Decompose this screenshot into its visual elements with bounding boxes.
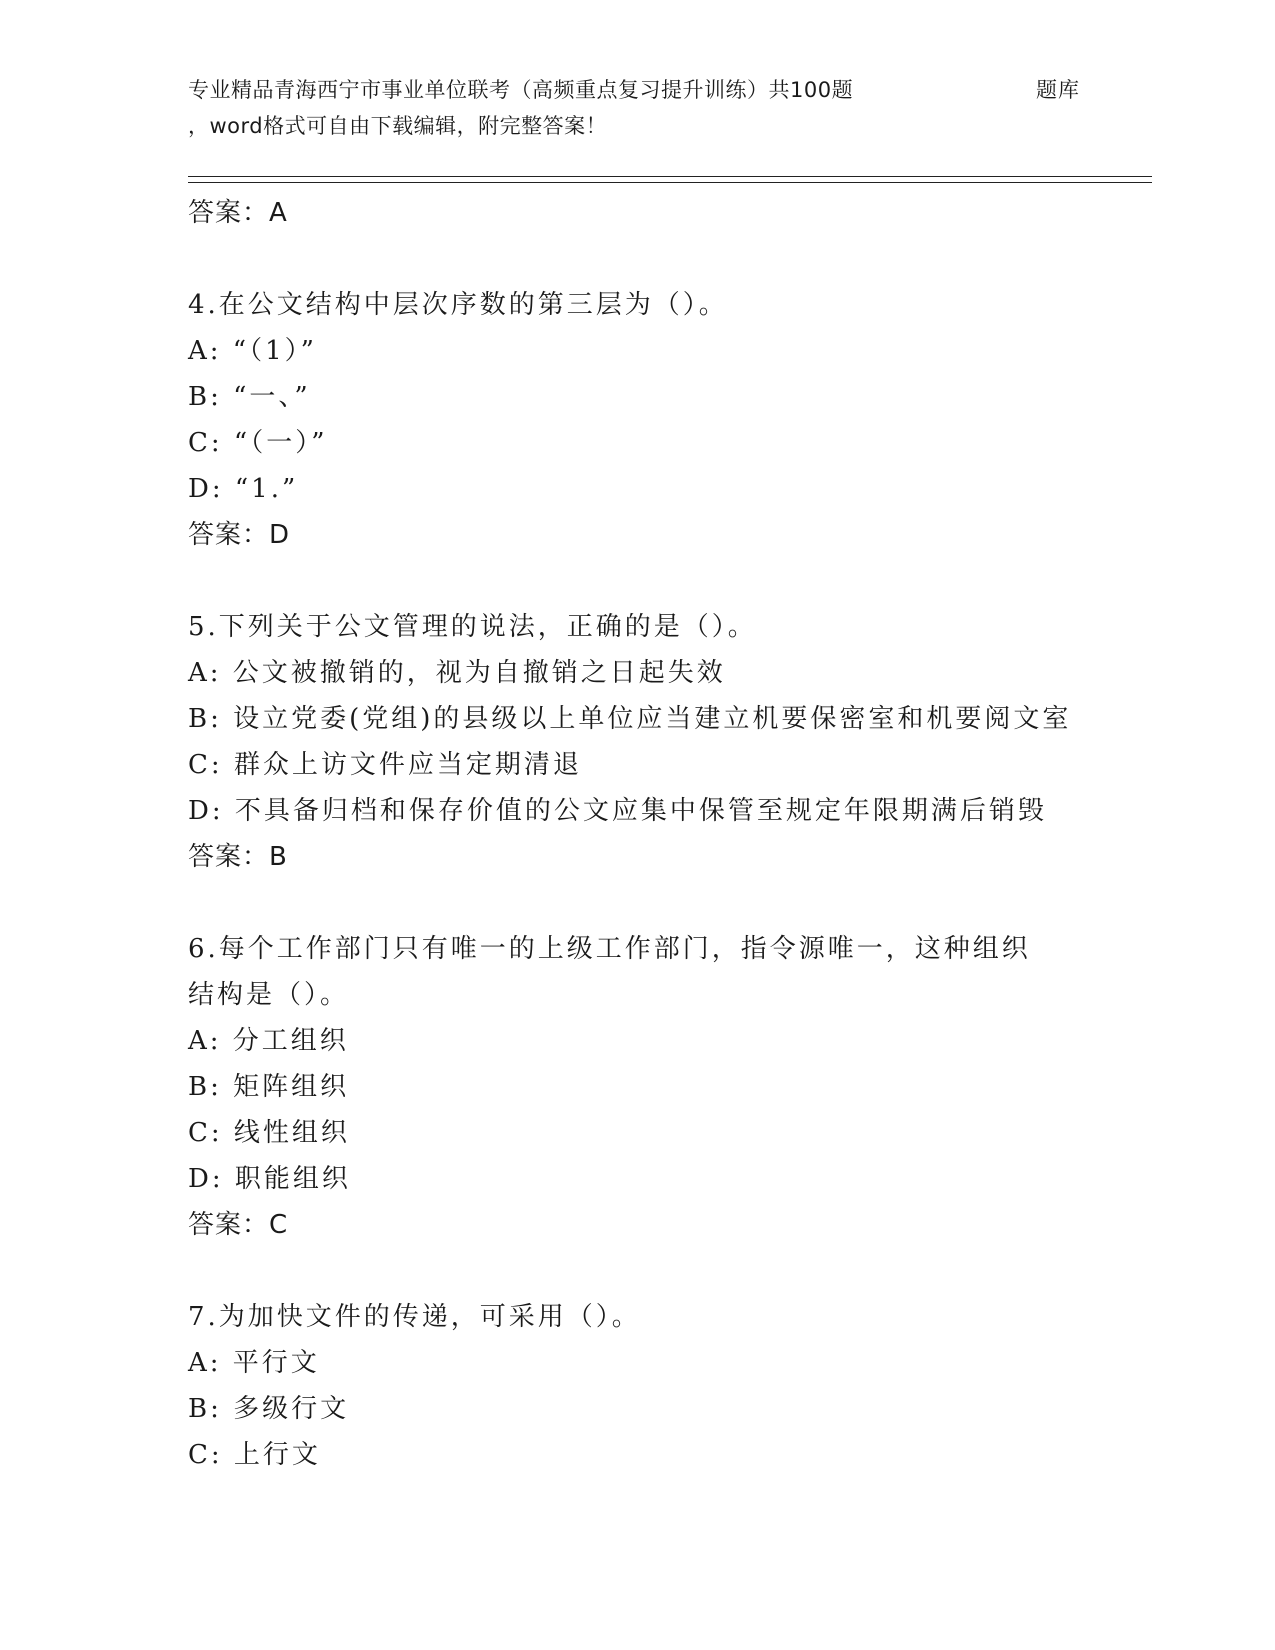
question-list [188,190,1148,1478]
page-header [188,74,1148,144]
option-c: C: 群众上访文件应当定期清退 [188,750,582,780]
option-c: C: 上行文 [188,1440,321,1470]
option-a: A: “（1）” [188,336,317,366]
question-5 [188,604,1148,880]
spacer [188,558,1148,604]
question-stem: 4.在公文结构中层次序数的第三层为（）。 [188,290,728,320]
spacer [188,880,1148,926]
question-7 [188,1294,1148,1478]
header-tag: 题库 [1036,78,1080,102]
question-4 [188,282,1148,558]
option-d: D: 职能组织 [188,1164,351,1194]
spacer [188,1248,1148,1294]
option-a: A: 公文被撤销的，视为自撤销之日起失效 [188,658,726,688]
option-b: B: “一、” [188,382,311,412]
option-c: C: “（一）” [188,428,328,458]
question-6 [188,926,1148,1248]
answer-line: 答案：C [188,1210,289,1240]
answer-line: 答案：B [188,842,288,872]
option-b: B: 矩阵组织 [188,1072,350,1102]
question-stem: 7.为加快文件的传递，可采用（）。 [188,1302,641,1332]
answer-line: 答案：D [188,520,291,550]
option-d: D: 不具备归档和保存价值的公文应集中保管至规定年限期满后销毁 [188,796,1047,826]
option-a: A: 平行文 [188,1348,320,1378]
header-divider-double [188,182,1152,183]
spacer [188,236,1148,282]
header-title: 专业精品青海西宁市事业单位联考（高频重点复习提升训练）共100题 [188,78,854,102]
option-a: A: 分工组织 [188,1026,349,1056]
option-b: B: 设立党委(党组)的县级以上单位应当建立机要保密室和机要阅文室 [188,704,1072,734]
option-c: C: 线性组织 [188,1118,350,1148]
header-subtitle: ，word格式可自由下载编辑，附完整答案！ [188,114,608,138]
option-b: B: 多级行文 [188,1394,350,1424]
header-divider [188,176,1152,177]
option-d: D: “1.” [188,474,299,504]
answer-line: 答案：A [188,198,288,228]
question-stem: 6.每个工作部门只有唯一的上级工作部门，指令源唯一，这种组织结构是（）。 [188,934,1031,1010]
question-stem: 5.下列关于公文管理的说法，正确的是（）。 [188,612,757,642]
